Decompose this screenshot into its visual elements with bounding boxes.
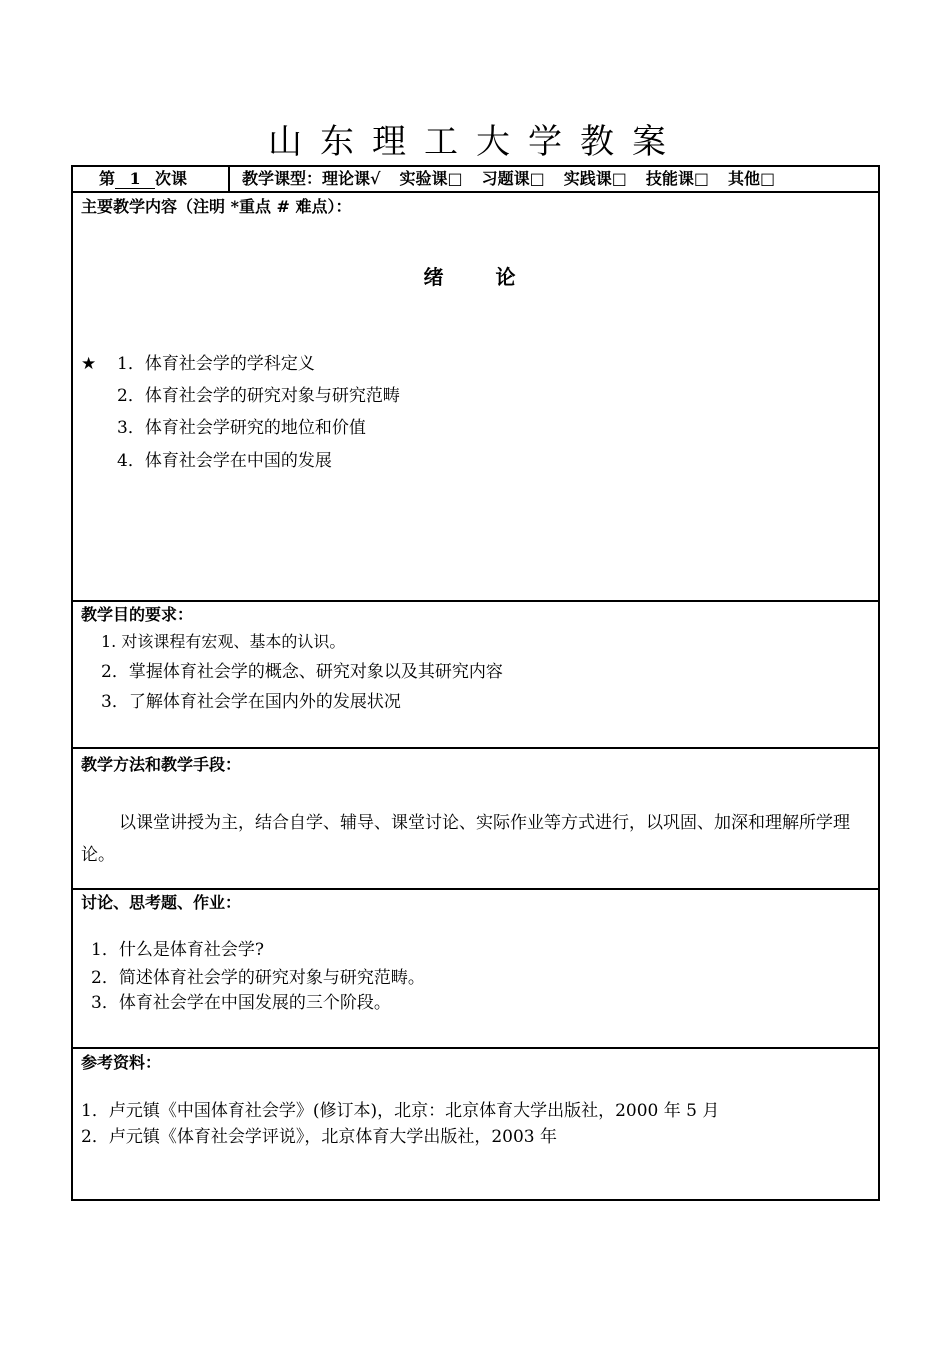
- discussion-item-3: 3．体育社会学在中国发展的三个阶段。: [91, 993, 391, 1013]
- lesson-prefix: 第: [99, 169, 116, 188]
- objective-item-1: 1. 对该课程有宏观、基本的认识。: [101, 632, 346, 651]
- chapter-title: 绪论: [423, 265, 568, 289]
- content-item-2: 2．体育社会学的研究对象与研究范畴: [117, 386, 400, 406]
- divider: [73, 1047, 878, 1049]
- discussion-item-2: 2．简述体育社会学的研究对象与研究范畴。: [91, 968, 425, 988]
- content-item-1: 1．体育社会学的学科定义: [117, 354, 315, 374]
- type-skill: 技能课□: [645, 169, 710, 188]
- references-label: 参考资料：: [81, 1053, 162, 1072]
- course-type-label: 教学课型：: [242, 169, 323, 188]
- methods-text: 以课堂讲授为主，结合自学、辅导、课堂讨论、实际作业等方式进行，以巩固、加深和理解所学理论。: [81, 813, 850, 865]
- header-row: [73, 167, 878, 193]
- divider: [73, 600, 878, 602]
- content-item-3: 3．体育社会学研究的地位和价值: [117, 418, 366, 438]
- lesson-suffix: 次课: [155, 169, 188, 188]
- lesson-plan-table: [71, 165, 880, 1201]
- type-other: 其他□: [728, 169, 776, 188]
- lesson-number: 1: [115, 170, 155, 189]
- content-label: 主要教学内容（注明 *重点 # 难点）：: [81, 197, 352, 216]
- methods-label: 教学方法和教学手段：: [81, 755, 242, 774]
- reference-item-2: 2．卢元镇《体育社会学评说》，北京体育大学出版社，2003 年: [81, 1127, 557, 1147]
- content-item-4: 4．体育社会学在中国的发展: [117, 451, 332, 471]
- type-theory: 理论课√: [322, 169, 381, 188]
- discussion-label: 讨论、思考题、作业：: [81, 893, 242, 912]
- divider: [73, 888, 878, 890]
- course-type-cell: [232, 167, 878, 191]
- discussion-item-1: 1．什么是体育社会学?: [91, 940, 264, 960]
- type-experiment: 实验课□: [399, 169, 463, 188]
- objectives-label: 教学目的要求：: [81, 605, 194, 624]
- type-practice: 实践课□: [563, 169, 627, 188]
- reference-item-1: 1．卢元镇《中国体育社会学》(修订本)，北京：北京体育大学出版社，2000 年 5 月: [81, 1101, 720, 1121]
- objective-item-2: 2．掌握体育社会学的概念、研究对象以及其研究内容: [101, 662, 503, 682]
- objective-item-3: 3．了解体育社会学在国内外的发展状况: [101, 692, 401, 712]
- key-point-star: ★: [81, 354, 97, 374]
- document-title: 山东理工大学教案: [268, 122, 684, 162]
- lesson-number-cell: [73, 167, 230, 191]
- type-exercise: 习题课□: [481, 169, 545, 188]
- divider: [73, 747, 878, 749]
